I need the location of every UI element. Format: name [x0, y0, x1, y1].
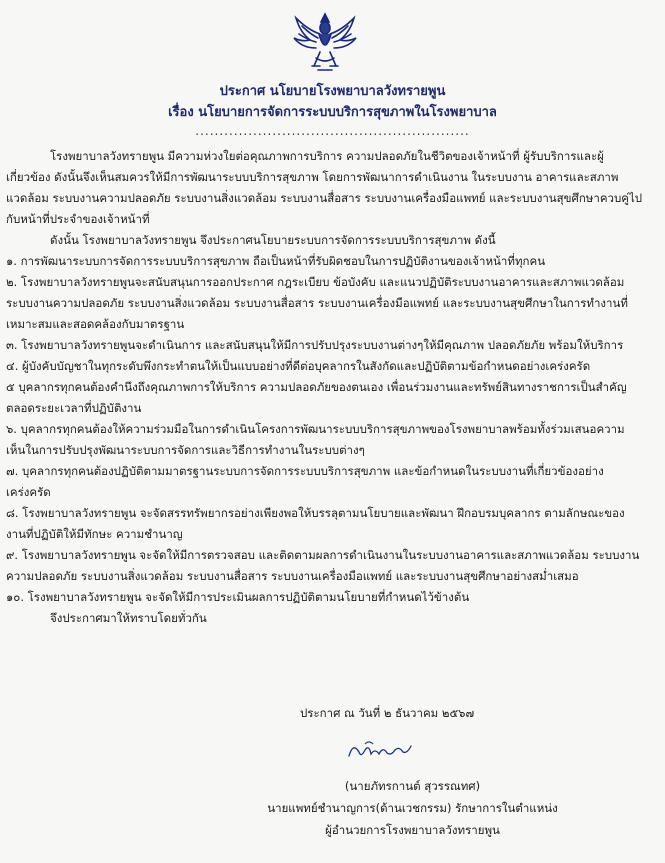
separator-dots: ......................................................... — [195, 124, 470, 138]
document-body — [6, 146, 643, 629]
signer-position: นายแพทย์ชำนาญการ(ด้านเวชกรรม) รักษาการในตำแหน่ง — [267, 801, 558, 815]
policy-item-7: ๗. บุคลากรทุกคนต้องปฏิบัติตามมาตรฐานระบบการจัดการระบบบริการสุขภาพ และข้อกำหนดในระบบงานที่เกี่ยวข้องอย่างเคร่งครัด — [6, 464, 604, 499]
policy-item-2: ๒. โรงพยาบาลวังทรายพูนจะสนับสนุนการออกประกาศ กฎระเบียบ ข้อบังคับ และแนวปฏิบัติระบบงานอาคารและสภาพแวดล้อม ระบบงานความปลอดภัย ระบบงานสิ่งแวดล้อม ระบบงานสื่อสาร ระบบงานเครื่องมือแพทย์ และระบบงานสุขศึกษาในการทำงานที่เหมาะสมและสอดคล้องกับมาตรฐาน — [6, 275, 628, 331]
garuda-emblem-icon — [290, 8, 360, 74]
signer-name: (นายภัทรกานต์ สุวรรณทศ) — [344, 779, 481, 793]
signer-title: ผู้อำนวยการโรงพยาบาลวังทรายพูน — [325, 823, 500, 837]
policy-item-6: ๖. บุคลากรทุกคนต้องให้ความร่วมมือในการดำเนินโครงการพัฒนาระบบบริการสุขภาพของโรงพยาบาลพร้อมทั้งร่วมเสนอความเห็นในการปรับปรุงพัฒนาระบบการจัดการและวิธีการทำงานในระบบต่างๆ — [6, 422, 625, 457]
policy-item-3: ๓. โรงพยาบาลวังทรายพูนจะดำเนินการ และสนับสนุนให้มีการปรับปรุงระบบงานต่างๆให้มีคุณภาพ ปลอดภัยภัย พร้อมให้บริการ — [6, 338, 624, 352]
closing-statement: จึงประกาศมาให้ทราบโดยทั่วกัน — [50, 611, 207, 625]
policy-item-9: ๙. โรงพยาบาลวังทรายพูน จะจัดให้มีการตรวจสอบ และติดตามผลการดำเนินงานในระบบงานอาคารและสภาพแวดล้อม ระบบงานความปลอดภัย ระบบงานสิ่งแวดล้อม ระบบงานสื่อสาร ระบบงานเครื่องมือแพทย์ และระบบงานสุขศึกษาอย่างสม่ำเสมอ — [6, 548, 640, 583]
policy-item-4: ๔. ผู้บังคับบัญชาในทุกระดับพึงกระทำตนให้เป็นแบบอย่างที่ดีต่อบุคลากรในสังกัดและปฏิบัติตามข้อกำหนดอย่างเคร่งครัด — [6, 359, 591, 373]
policy-item-10: ๑๐. โรงพยาบาลวังทรายพูน จะจัดให้มีการประเมินผลการปฏิบัติตามนโยบายที่กำหนดไว้ข้างต้น — [6, 590, 470, 604]
intro-paragraph: โรงพยาบาลวังทรายพูน มีความห่วงใยต่อคุณภาพการบริการ ความปลอดภัยในชีวิตของเจ้าหน้าที่ ผู้รับบริการและผู้เกี่ยวข้อง ดังนั้นจึงเห็นสมควรให้มีการพัฒนาระบบบริการสุขภาพ โดยการพัฒนาการดำเนินงาน ในระบบงาน อาคารและสภาพแวดล้อม ระบบงานความปลอดภัย ระบบงานสิ่งแวดล้อม ระบบงานสื่อสาร ระบบงานเครื่องมือแพทย์ และระบบงานสุขศึกษาควบคู่ไปกับหน้าที่ประจำของเจ้าหน้าที่ — [6, 149, 643, 226]
handwritten-signature — [345, 738, 415, 764]
announcement-subject: เรื่อง นโยบายการจัดการระบบบริการสุขภาพในโรงพยาบาล — [168, 105, 497, 120]
intro-lead: ดังนั้น โรงพยาบาลวังทรายพูน จึงประกาศนโยบายระบบการจัดการระบบบริการสุขภาพ ดังนี้ — [50, 233, 496, 247]
policy-item-5: ๕ บุคลากรทุกคนต้องคำนึงถึงคุณภาพการให้บริการ ความปลอดภัยของตนเอง เพื่อนร่วมงานและทรัพย์สินทางราชการเป็นสำคัญตลอดระยะเวลาที่ปฏิบัติงาน — [6, 380, 627, 415]
announcement-title: ประกาศ นโยบายโรงพยาบาลวังทรายพูน — [219, 84, 446, 99]
announcement-date: ประกาศ ณ วันที่ ๒ ธันวาคม ๒๕๖๗ — [300, 706, 475, 720]
policy-item-1: ๑. การพัฒนาระบบการจัดการระบบบริการสุขภาพ ถือเป็นหน้าที่รับผิดชอบในการปฏิบัติงานของเจ้าหน้าที่ทุกคน — [6, 254, 546, 268]
policy-item-8: ๘. โรงพยาบาลวังทรายพูน จะจัดสรรทรัพยากรอย่างเพียงพอให้บรรลุตามนโยบายและพัฒนา ฝึกอบรมบุคลากร ตามลักษณะของงานที่ปฏิบัติให้มีทักษะ ความชำนาญ — [6, 506, 625, 541]
